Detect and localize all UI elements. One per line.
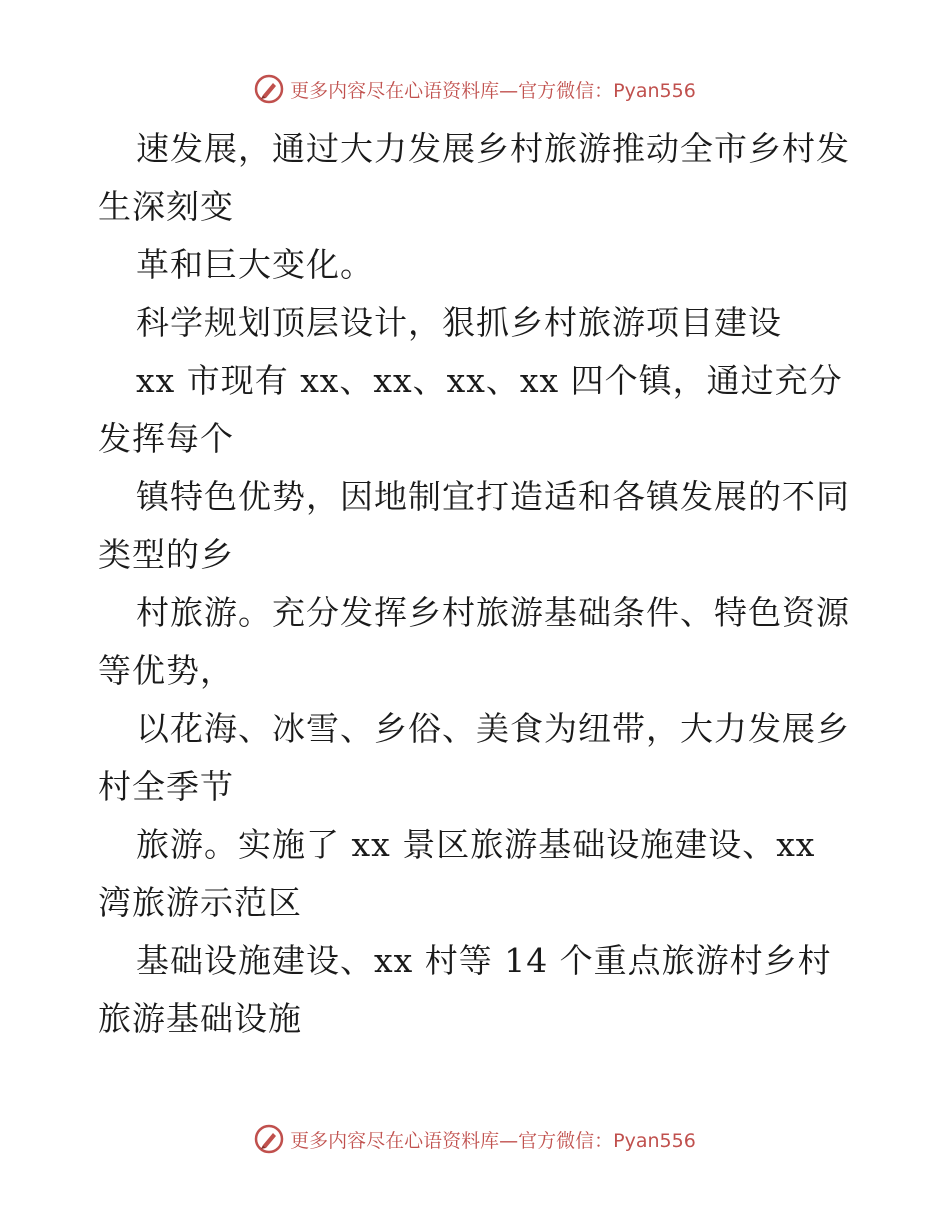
text-line: 村全季节 xyxy=(98,767,234,806)
text-line: xx 市现有 xx、xx、xx、xx 四个镇，通过充分 xyxy=(136,361,843,400)
text-line: 发挥每个 xyxy=(98,419,234,458)
text-line: 类型的乡 xyxy=(98,535,234,574)
text-line: 科学规划顶层设计，狠抓乡村旅游项目建设 xyxy=(136,303,782,342)
pen-logo-icon xyxy=(254,1124,284,1154)
text-line: 基础设施建设、xx 村等 14 个重点旅游村乡村 xyxy=(136,941,832,980)
text-line: 村旅游。充分发挥乡村旅游基础条件、特色资源 xyxy=(136,593,850,632)
document-body xyxy=(98,120,858,1048)
text-line: 速发展，通过大力发展乡村旅游推动全市乡村发 xyxy=(136,129,850,168)
text-line: 生深刻变 xyxy=(98,187,234,226)
text-line: 以花海、冰雪、乡俗、美食为纽带，大力发展乡 xyxy=(136,709,850,748)
text-line: 旅游。实施了 xx 景区旅游基础设施建设、xx xyxy=(136,825,816,864)
header-watermark xyxy=(0,74,950,104)
text-line: 革和巨大变化。 xyxy=(136,245,374,284)
text-line: 镇特色优势，因地制宜打造适和各镇发展的不同 xyxy=(136,477,850,516)
footer-watermark-text: 更多内容尽在心语资料库—官方微信：Pyan556 xyxy=(290,1129,696,1152)
text-line: 湾旅游示范区 xyxy=(98,883,302,922)
pen-logo-icon xyxy=(254,74,284,104)
text-line: 等优势， xyxy=(98,651,234,690)
footer-watermark xyxy=(0,1124,950,1154)
header-watermark-text: 更多内容尽在心语资料库—官方微信：Pyan556 xyxy=(290,79,696,102)
text-line: 旅游基础设施 xyxy=(98,999,302,1038)
